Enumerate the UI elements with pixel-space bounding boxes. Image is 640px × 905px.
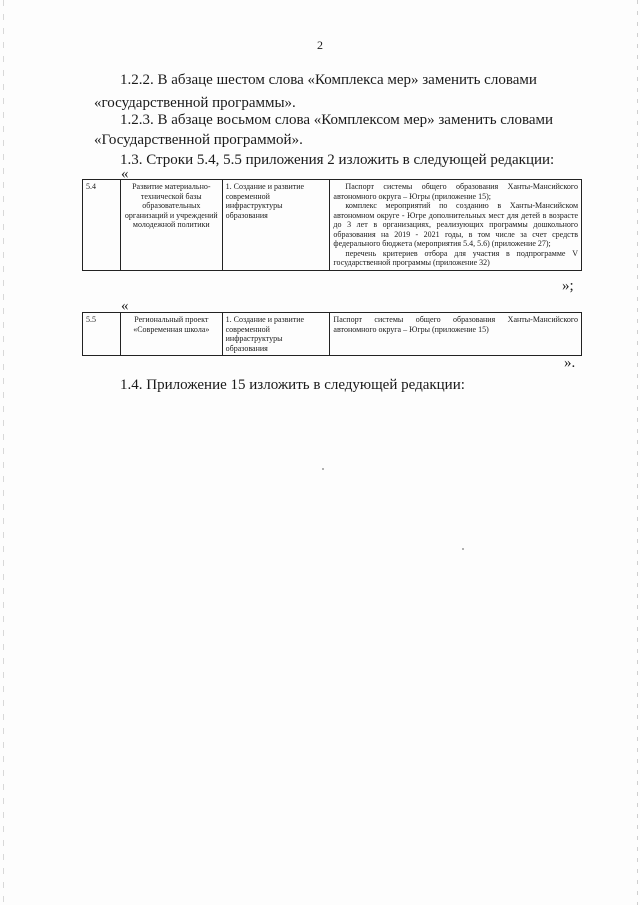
table-row [83, 313, 582, 356]
table-row-5-4 [82, 179, 582, 271]
paragraph-1-4: 1.4. Приложение 15 изложить в следующей редакции: [120, 377, 465, 393]
row-task-cell: 1. Создание и развитие современной инфраструктуры образования [222, 180, 330, 271]
open-quote-1: « [121, 166, 129, 182]
paragraph-1-2-2-line-2: «государственной программы». [94, 95, 296, 111]
docs-item-3: перечень критериев отбора для участия в подпрограмме V государственной программы (приложение 32) [333, 248, 578, 267]
close-quote-2: ». [564, 355, 576, 371]
paragraph-1-3: 1.3. Строки 5.4, 5.5 приложения 2 изложить в следующей редакции: [120, 152, 555, 168]
table-row [83, 180, 582, 271]
row-name-cell: Региональный проект «Современная школа» [120, 313, 222, 356]
scan-speck [462, 548, 464, 550]
table-row-5-5 [82, 312, 582, 356]
page-number: 2 [317, 38, 323, 52]
scan-edge-left [3, 0, 4, 905]
scan-edge-right [637, 0, 638, 905]
paragraph-1-2-3-line-1: 1.2.3. В абзаце восьмом слова «Комплексом мер» заменить словами [120, 112, 554, 128]
row-task-cell: 1. Создание и развитие современной инфраструктуры образования [222, 313, 330, 356]
paragraph-1-2-3-line-2: «Государственной программой». [94, 132, 303, 148]
docs-item-1: Паспорт системы общего образования Ханты-Мансийского автономного округа – Югры (приложение 15); [333, 182, 578, 201]
row-docs-cell [330, 180, 582, 271]
paragraph-1-2-2-line-1: 1.2.2. В абзаце шестом слова «Комплекса мер» заменить словами [120, 72, 537, 88]
row-name-cell: Развитие материально-технической базы образовательных организаций и учреждений молодежной политики [120, 180, 222, 271]
scan-speck [322, 468, 324, 470]
docs-item-2: комплекс мероприятий по созданию в Ханты-Мансийском автономном округе - Югре дополнительных мест для детей в возрасте до 3 лет в организациях, реализующих программы дошкольного образования на 2019 - 2021 годы, в том числе за счет средств федерального бюджета (мероприятия 5.4, 5.6) (приложение 27); [333, 201, 578, 248]
open-quote-2: « [121, 298, 129, 314]
row-docs-cell: Паспорт системы общего образования Ханты-Мансийского автономного округа – Югры (приложение 15) [330, 313, 582, 356]
row-number-cell: 5.5 [83, 313, 121, 356]
row-number-cell: 5.4 [83, 180, 121, 271]
close-quote-1: »; [562, 278, 574, 294]
